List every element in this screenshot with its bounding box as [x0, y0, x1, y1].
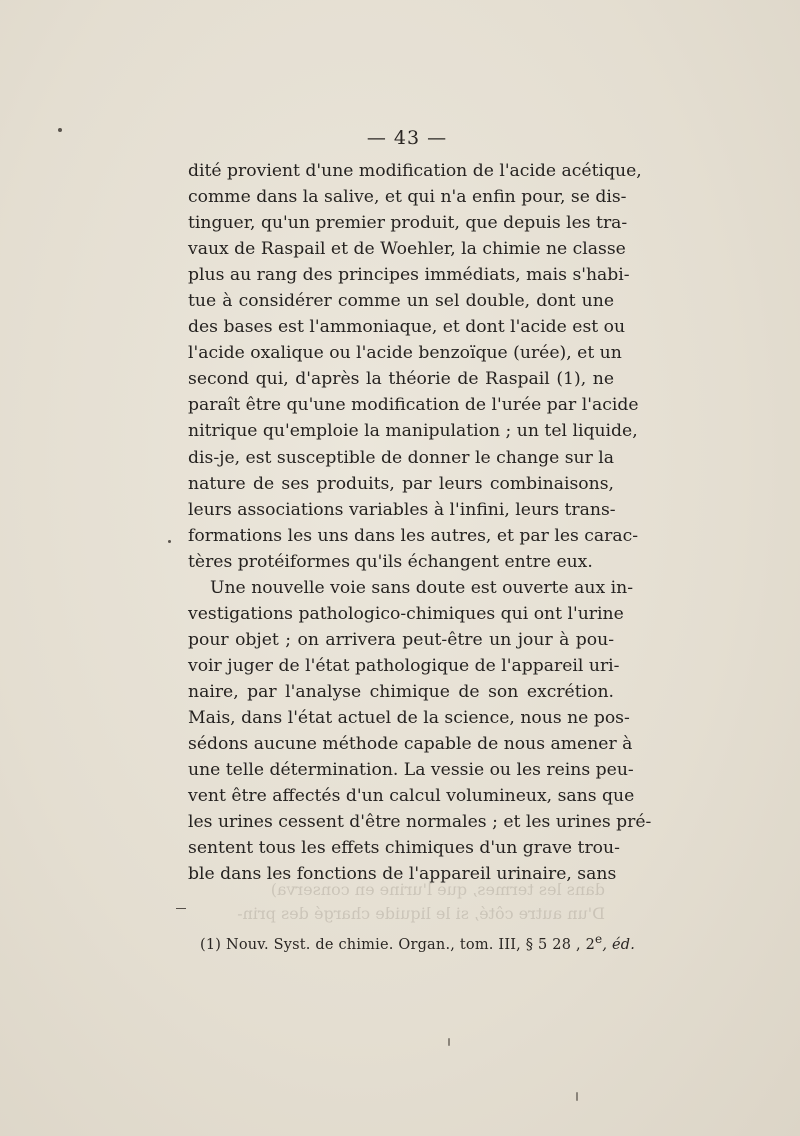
text-line: naire, par l'analyse chimique de son excrétion.: [188, 681, 614, 702]
text-line: leurs associations variables à l'infini, leurs trans-: [188, 499, 616, 520]
text-line: sédons aucune méthode capable de nous amener à: [188, 734, 633, 755]
text-line: nature de ses produits, par leurs combinaisons,: [188, 473, 614, 494]
text-line: tue à considérer comme un sel double, dont une: [188, 291, 614, 312]
paper-speck: [576, 1092, 578, 1101]
paragraph-2: [188, 575, 652, 888]
text-line: tères protéiformes qu'ils échangent entre eux.: [188, 551, 593, 572]
footnote-edition: , éd.: [602, 936, 636, 953]
paper-speck: [168, 540, 171, 543]
text-line: sentent tous les effets chimiques d'un grave trou-: [188, 838, 620, 859]
text-line: pour objet ; on arrivera peut-être un jour à pou-: [188, 629, 614, 650]
text-line: Mais, dans l'état actuel de la science, nous ne pos-: [188, 707, 630, 728]
text-line: paraît être qu'une modification de l'urée par l'acide: [188, 395, 639, 416]
footnote-text: (1) Nouv. Syst. de chimie. Organ., tom. III, § 5 28 , 2: [200, 936, 595, 953]
text-line: second qui, d'après la théorie de Raspail (1), ne: [188, 369, 614, 390]
text-line: ble dans les fonctions de l'appareil urinaire, sans: [188, 864, 617, 885]
text-line: formations les uns dans les autres, et par les carac-: [188, 525, 639, 546]
text-line: comme dans la salive, et qui n'a enfin pour, se dis-: [188, 187, 627, 208]
text-line: l'acide oxalique ou l'acide benzoïque (urée), et un: [188, 343, 622, 364]
footnote-superscript: e: [595, 932, 603, 946]
footnote-rule: [176, 908, 186, 909]
text-line: nitrique qu'emploie la manipulation ; un tel liquide,: [188, 421, 638, 442]
text-line: voir juger de l'état pathologique de l'appareil uri-: [188, 655, 620, 676]
page-number: — 43 —: [366, 127, 448, 149]
text-line: vaux de Raspail et de Woehler, la chimie ne classe: [188, 239, 626, 260]
text-line: plus au rang des principes immédiats, mais s'habi-: [188, 265, 630, 286]
text-line: dité provient d'une modification de l'acide acétique,: [188, 161, 642, 181]
body-text: [188, 158, 652, 887]
text-line: une telle détermination. La vessie ou les reins peu-: [188, 760, 634, 781]
text-line: tinguer, qu'un premier produit, que depuis les tra-: [188, 213, 628, 234]
text-line: des bases est l'ammoniaque, et dont l'acide est ou: [188, 317, 626, 338]
text-line: dis-je, est susceptible de donner le change sur la: [188, 447, 615, 468]
text-line: vent être affectés d'un calcul volumineux, sans que: [188, 786, 635, 807]
bleed-through-text: dans les termes, que l'urine en conserva): [270, 880, 605, 899]
text-line: les urines cessent d'être normales ; et les urines pré-: [188, 812, 652, 833]
paper-speck: [448, 1038, 450, 1046]
text-line: Une nouvelle voie sans doute est ouverte aux in-: [210, 577, 634, 598]
text-line: vestigations pathologico-chimiques qui ont l'urine: [188, 603, 624, 624]
bleed-through-text: D'un autre côté, si le liquide chargé des prin-: [237, 904, 605, 923]
footnote: [200, 932, 636, 953]
paper-speck: [58, 128, 62, 132]
paragraph-1: [188, 158, 642, 575]
